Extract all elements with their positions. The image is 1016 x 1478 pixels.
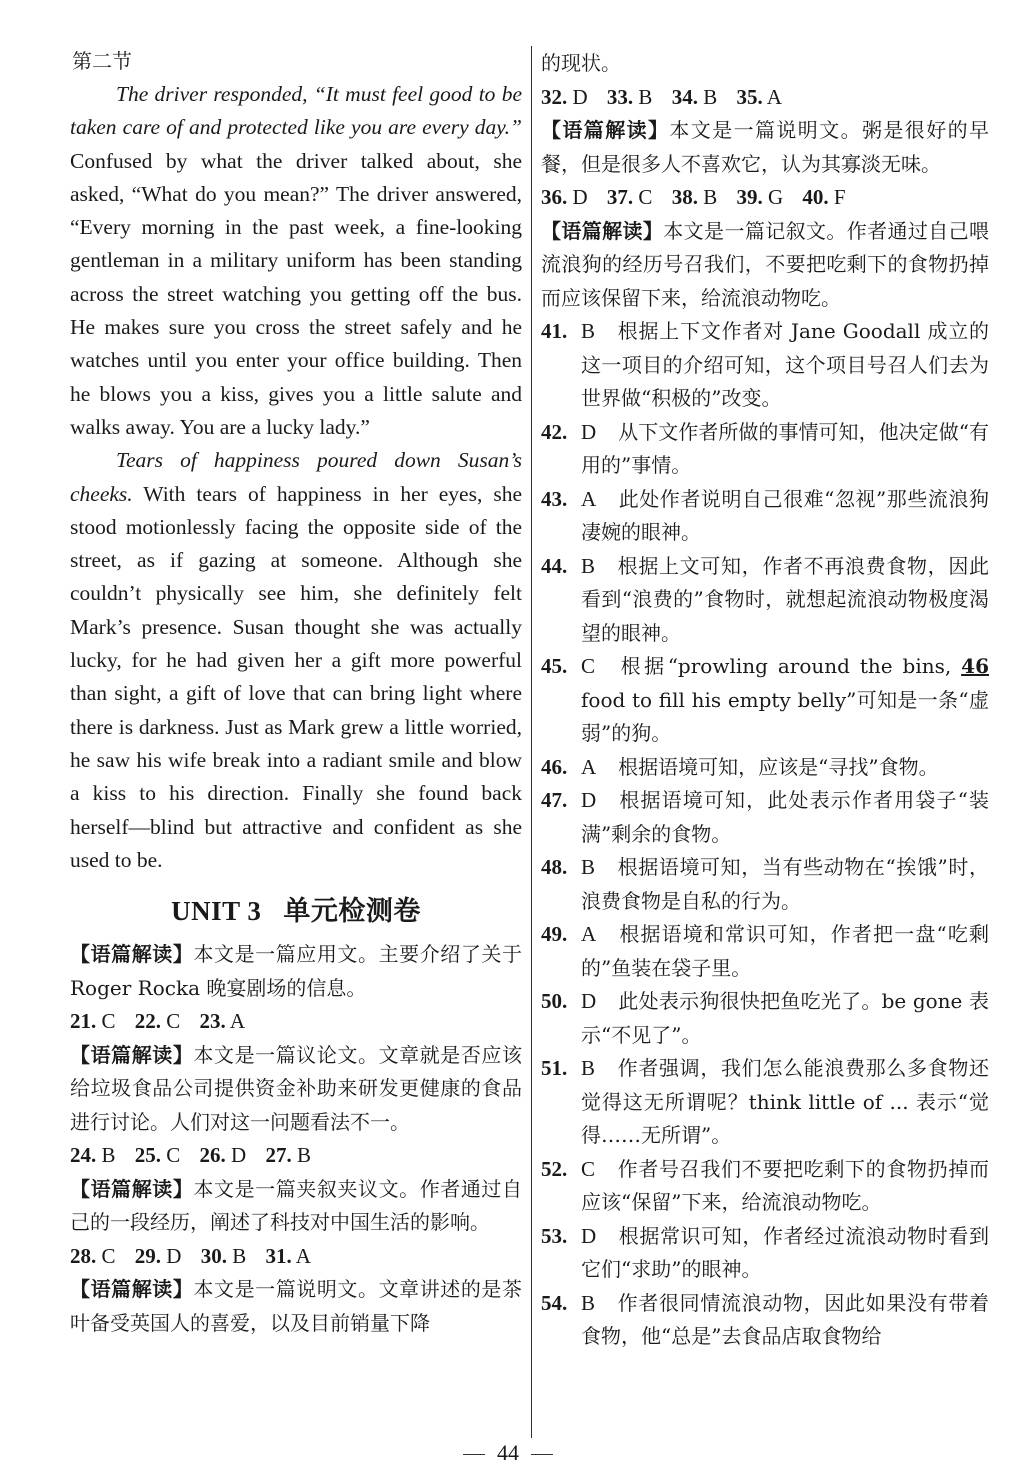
question-number: 49.: [541, 922, 568, 946]
answer-pair: [135, 1244, 182, 1268]
answer-letter: D: [581, 788, 597, 812]
unit-title: [70, 891, 522, 932]
answer-pair: [201, 1244, 247, 1268]
explanation-text: 作者强调，我们怎么能浪费那么多食物还觉得这无所谓呢？think little of ... 表示“觉得……无所谓”。: [581, 1056, 989, 1147]
answer-letter: A: [229, 1009, 246, 1034]
passage-paragraph-1: [70, 78, 522, 444]
explanation-item: [541, 751, 989, 785]
explanation-item: [541, 1052, 989, 1153]
explanation-text: 作者号召我们不要把吃剩下的食物扔掉而应该“保留”下来，给流浪动物吃。: [581, 1156, 989, 1214]
section-label: 第二节: [72, 49, 132, 73]
reading-analysis-1: [70, 938, 522, 1005]
unit-title-cn: 单元检测卷: [283, 896, 421, 928]
explanation-item: [541, 1287, 989, 1354]
question-number: 35.: [736, 84, 763, 109]
page-footer: [0, 1440, 1016, 1466]
reading-analysis-6: [541, 215, 989, 316]
answer-letter: C: [638, 185, 653, 209]
question-number: 37.: [606, 185, 634, 209]
italic-sentence: The driver responded, “It must feel good to be taken care of and protected like you are every day.”: [70, 82, 522, 140]
explanation-item: [541, 1220, 989, 1287]
explanation-text: 从下文作者所做的事情可知，他决定做“有用的”事情。: [581, 419, 989, 477]
question-number: 27.: [265, 1143, 292, 1168]
analysis-text: 本文是一篇记叙文。作者通过自己喂流浪狗的经历号召我们，不要把吃剩下的食物扔掉而应该保留下来，给流浪动物吃。: [541, 218, 990, 310]
answer-letter: F: [833, 185, 846, 209]
analysis-text: 本文是一篇夹叙夹议文。作者通过自己的一段经历，阐述了科技对中国生活的影响。: [70, 1176, 523, 1235]
answer-letter: G: [767, 185, 784, 209]
explanation-item: [541, 784, 989, 851]
column-divider: [531, 46, 532, 1438]
answer-letter: C: [101, 1009, 116, 1034]
question-number: 30.: [200, 1243, 227, 1268]
answer-pair: [736, 185, 783, 209]
question-number: 34.: [671, 84, 698, 109]
unit-title-en: UNIT 3: [171, 896, 262, 927]
explanation-text: 根据语境和常识可知，作者把一盘“吃剩的”鱼装在袋子里。: [581, 922, 989, 980]
reading-analysis-3: [70, 1173, 522, 1240]
reading-tag: 【语篇解读】: [541, 218, 664, 243]
question-number: 38.: [671, 185, 698, 209]
answer-pair: [672, 185, 718, 209]
question-number: 33.: [606, 84, 634, 109]
question-number: 53.: [541, 1223, 568, 1248]
question-number: 50.: [541, 989, 568, 1013]
answer-letter: C: [166, 1143, 181, 1168]
answer-pair: [802, 185, 845, 209]
answer-pair: [70, 1143, 116, 1167]
answer-pair: [135, 1009, 181, 1033]
question-number: 48.: [541, 855, 568, 879]
continued-text: 的现状。: [541, 51, 621, 75]
answer-letter: A: [581, 754, 597, 779]
answer-letter: D: [572, 84, 588, 109]
answer-pair: [607, 185, 653, 209]
answer-pair: [200, 1009, 246, 1033]
answer-row: [541, 181, 989, 215]
answer-pair: [135, 1143, 181, 1167]
answer-letter: B: [581, 553, 596, 578]
answer-letter: D: [581, 1223, 597, 1248]
explanation-text: 根据上下文作者对 Jane Goodall 成立的这一项目的介绍可知，这个项目号召人们去为世界做“积极的”改变。: [581, 319, 989, 410]
explanation-text: food to fill his empty belly”可知是一条“虚弱”的狗。: [581, 687, 989, 745]
answer-pair: [607, 85, 653, 109]
explanation-item: [541, 483, 989, 550]
explanation-item: [541, 550, 989, 651]
answer-pair: [200, 1143, 247, 1167]
explanation-item: [541, 1153, 989, 1220]
reading-tag: 【语篇解读】: [70, 942, 194, 967]
question-number: 29.: [134, 1243, 162, 1268]
answer-letter: C: [166, 1009, 181, 1034]
reading-tag: 【语篇解读】: [70, 1277, 194, 1302]
analysis-text: 本文是一篇说明文。粥是很好的早餐，但是很多人不喜欢它，认为其寡淡无味。: [541, 118, 990, 176]
footer-dash: [463, 1454, 485, 1455]
reading-analysis-4: [70, 1273, 522, 1340]
footer-dash: [531, 1454, 553, 1455]
answer-letter: B: [581, 855, 596, 879]
answer-letter: D: [572, 185, 588, 209]
answer-letter: D: [231, 1143, 247, 1168]
paragraph-text: Confused by what the driver talked about, she asked, “What do you mean?” The driver answered, “Every morning in the past week, a fine-looking gentleman in a military uniform has been standing across the street watching you getting off the bus. He makes sure you cross the street safely and he watches until you enter your office building. Then he blows you a kiss, gives you a little salute and walks away. You are a lucky lady.”: [70, 148, 522, 439]
answer-letter: B: [638, 84, 653, 109]
question-number: 54.: [541, 1290, 568, 1315]
passage-paragraph-2: [70, 444, 522, 877]
explanation-item: [541, 851, 989, 918]
answer-pair: [541, 85, 588, 109]
question-number: 51.: [541, 1056, 568, 1080]
question-number: 47.: [541, 788, 568, 812]
explanation-text: 此处表示狗很快把鱼吃光了。be gone 表示“不见了”。: [581, 989, 989, 1047]
question-number: 23.: [199, 1009, 226, 1034]
question-number: 46.: [541, 754, 568, 779]
answer-letter: B: [232, 1243, 247, 1268]
right-column: [541, 47, 989, 1354]
answer-row: [70, 1139, 522, 1173]
answer-letter: B: [296, 1143, 311, 1168]
answer-letter: B: [703, 84, 718, 109]
question-number: 26.: [199, 1143, 226, 1168]
italic-sentence: Tears of happiness poured down Susan’s cheeks.: [70, 448, 522, 506]
explanation-item: [541, 315, 989, 416]
page-number: 44: [497, 1440, 519, 1465]
question-number: 42.: [541, 419, 568, 444]
explanation-text: 根据语境可知，当有些动物在“挨饿”时，浪费食物是自私的行为。: [581, 855, 989, 913]
question-number: 44.: [541, 553, 568, 578]
answer-row: [70, 1005, 522, 1039]
answer-letter: D: [581, 419, 597, 444]
answer-pair: [70, 1244, 116, 1268]
answer-letter: B: [581, 1056, 596, 1080]
paragraph-text: With tears of happiness in her eyes, she stood motionlessly facing the opposite side of the street, as if gazing at someone. Although she couldn’t physically see him, she definitely felt Mark’s presence. Susan thought she was actually lucky, for he had given her a gift more powerful than sight, a gift of love that can bring light where there is darkness. Just as Mark grew a little worried, he saw his wife break into a radiant smile and blow a kiss to his direction. Finally she found back herself—blind but attractive and confident as she used to be.: [70, 481, 522, 872]
explanation-text: 根据上文可知，作者不再浪费食物，因此看到“浪费的”食物时，就想起流浪动物极度渴望的眼神。: [581, 553, 989, 645]
answer-row: [70, 1240, 522, 1274]
explanation-text: 根据语境可知，应该是“寻找”食物。: [618, 754, 939, 779]
question-number: 31.: [265, 1243, 292, 1268]
answer-letter: A: [581, 922, 597, 946]
question-number: 36.: [541, 185, 568, 209]
answer-letter: B: [581, 319, 596, 343]
explanation-text: 根据“prowling around the bins,: [617, 654, 962, 678]
answer-letter: B: [703, 185, 718, 209]
answer-letter: B: [101, 1143, 116, 1168]
answer-letter: C: [581, 654, 596, 678]
reading-analysis-2: [70, 1039, 522, 1140]
answer-pair: [736, 85, 782, 109]
reading-analysis-5: [541, 114, 989, 181]
answer-pair: [541, 185, 588, 209]
answer-letter: C: [101, 1243, 116, 1268]
answer-letter: D: [581, 989, 597, 1013]
left-column: [70, 44, 522, 1340]
analysis-text: 本文是一篇应用文。主要介绍了关于 Roger Rocka 晚宴剧场的信息。: [70, 942, 523, 1000]
answer-letter: A: [766, 84, 782, 109]
question-number: 28.: [70, 1243, 97, 1268]
question-number: 32.: [541, 84, 568, 109]
question-number: 43.: [541, 486, 568, 511]
explanation-text: 此处作者说明自己很难“忽视”那些流浪狗凄婉的眼神。: [581, 486, 989, 544]
answer-row: [541, 81, 989, 115]
answer-letter: A: [295, 1243, 311, 1268]
question-number: 40.: [802, 185, 829, 209]
question-number: 39.: [736, 185, 763, 209]
reading-tag: 【语篇解读】: [70, 1176, 194, 1201]
explanation-text: 根据常识可知，作者经过流浪动物时看到它们“求助”的眼神。: [581, 1223, 989, 1281]
reading-tag: 【语篇解读】: [541, 118, 670, 142]
analysis-text: 本文是一篇说明文。文章讲述的是茶叶备受英国人的喜爱，以及目前销量下降: [70, 1277, 523, 1335]
answer-pair: [672, 85, 718, 109]
blank-number: 46: [961, 654, 989, 678]
answer-pair: [265, 1143, 311, 1167]
answer-letter: C: [581, 1156, 596, 1181]
explanation-item: [541, 918, 989, 985]
question-number: 41.: [541, 319, 568, 343]
explanation-item: [541, 985, 989, 1052]
question-number: 21.: [70, 1009, 97, 1034]
question-number: 45.: [541, 654, 568, 678]
explanation-item: [541, 416, 989, 483]
question-number: 22.: [134, 1009, 162, 1034]
answer-pair: [265, 1244, 311, 1268]
explanation-text: 作者很同情流浪动物，因此如果没有带着食物，他“总是”去食品店取食物给: [581, 1290, 989, 1348]
explanation-item: [541, 650, 989, 751]
explanation-text: 根据语境可知，此处表示作者用袋子“装满”剩余的食物。: [581, 788, 989, 846]
analysis-text: 本文是一篇议论文。文章就是否应该给垃圾食品公司提供资金补助来研发更健康的食品进行讨论。人们对这一问题看法不一。: [70, 1042, 523, 1134]
question-number: 52.: [541, 1156, 568, 1181]
answer-pair: [70, 1009, 116, 1033]
reading-tag: 【语篇解读】: [70, 1042, 194, 1067]
answer-letter: B: [581, 1290, 596, 1315]
answer-letter: D: [166, 1243, 182, 1268]
question-number: 25.: [134, 1143, 162, 1168]
question-number: 24.: [70, 1143, 97, 1168]
answer-letter: A: [581, 486, 597, 511]
